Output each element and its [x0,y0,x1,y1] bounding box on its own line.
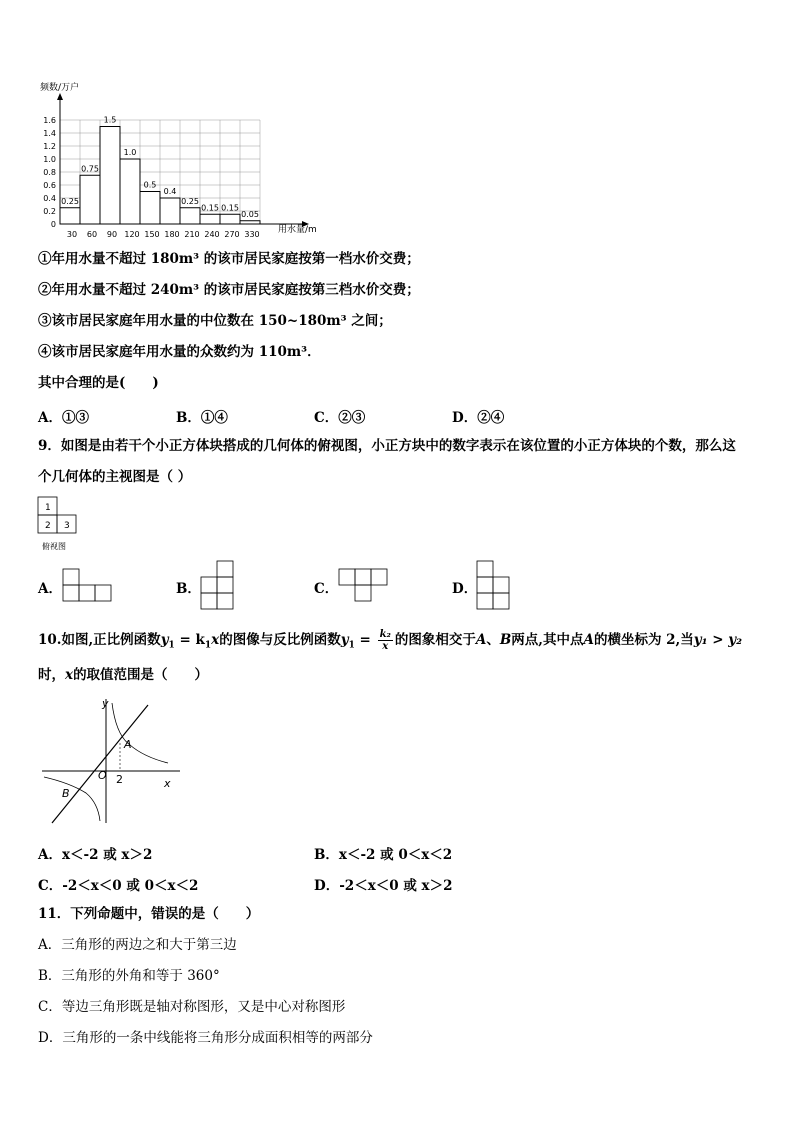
histogram-bar [100,127,120,225]
y-tick-label: 1.4 [43,129,56,138]
y-tick-label: 1.2 [43,142,56,151]
histogram-bar [160,198,180,224]
water-usage-histogram [30,78,320,243]
histogram-bar [120,159,140,224]
q11-option-b[interactable]: B．三角形的外角和等于 360° [38,968,220,984]
y-tick-label: 1.6 [43,116,56,125]
top-view-figure [36,496,81,536]
bar-value-label: 0.25 [181,196,199,206]
q10-y1: y [160,632,169,648]
histogram-bar [180,208,200,224]
q9-option-a[interactable]: A． [38,581,62,597]
y-tick-label: 0.4 [43,194,56,203]
bar-value-label: 1.0 [123,148,137,157]
q9-option-d-figure[interactable] [476,560,512,610]
y-tick-label: 0.8 [43,168,56,177]
q10-option-a[interactable]: A．x＜-2 或 x＞2 [38,847,153,863]
y-tick-label: 1.0 [43,155,56,164]
x-tick-label: 60 [86,230,98,239]
q11-option-d[interactable]: D．三角形的一条中线能将三角形分成面积相等的两部分 [38,1030,373,1046]
y-axis-label: 频数/万户 [40,83,80,93]
q10-text-6: 时， [38,667,65,683]
q8-option-b[interactable]: B．①④ [176,410,228,426]
q10-point-a2: A [583,632,594,648]
q10-text-4: 两点,其中点 [511,632,584,648]
statement-3: ③该市居民家庭年用水量的中位数在 150~180m³ 之间； [38,313,392,329]
graph-tick-2: 2 [116,773,123,786]
x-tick-label: 330 [244,230,260,239]
bar-value-label: 0.25 [61,196,79,206]
q10-frac-den: x [382,641,389,652]
bar-value-label: 0.15 [221,203,239,213]
top-view-cell-3: 3 [64,521,70,531]
q10-stem-line2 [38,666,208,684]
top-view-cell-2: 2 [45,521,51,531]
q9-option-b-figure[interactable] [200,560,236,610]
q10-point-a: A [475,632,487,648]
graph-origin-label: O [98,769,107,782]
bar-value-label: 0.05 [241,209,259,219]
q8-option-d[interactable]: D．②④ [452,410,505,426]
q9-stem-line1: 9．如图是由若干个小正方体块搭成的几何体的俯视图，小正方块中的数字表示在该位置的小正方体块的个数，那么这 [38,438,736,454]
y-tick-label: 0.6 [43,181,56,190]
histogram-bar [220,214,240,224]
x-tick-label: 90 [106,230,118,239]
bar-value-label: 1.5 [103,115,117,125]
q10-frac-num: k₂ [379,629,391,640]
q10-xv: x [65,667,74,683]
q10-option-d[interactable]: D．-2＜x＜0 或 x＞2 [314,878,453,894]
bar-value-label: 0.15 [201,203,219,213]
q10-fraction [378,629,393,652]
q8-option-c[interactable]: C．②③ [314,410,366,426]
top-view-cell-1: 1 [45,503,51,513]
q10-stem-line1: 10.如图,正比例函数$y_1 = k_1x$的图像与反比例函数$y_1$ = $\frac{\text{k₂}}{x}$ 的图象相交于A、B两点,其中点A的横坐标为 2,当y₁ > y₂ [38,629,742,652]
q9-option-c-figure[interactable] [338,568,388,603]
q9-option-a-figure[interactable] [62,568,112,603]
x-tick-label: 150 [144,230,160,239]
x-tick-label: 210 [184,230,200,239]
q11-stem: 11．下列命题中，错误的是（ ） [38,906,260,922]
bar-value-label: 0.5 [143,180,157,190]
statement-1: ①年用水量不超过 180m³ 的该市居民家庭按第一档水价交费； [38,251,420,267]
q10-sep: 、 [486,632,500,648]
x-tick-label: 270 [224,230,240,239]
bar-value-label: 0.75 [81,164,99,174]
q9-option-b[interactable]: B． [176,581,201,597]
statement-2: ②年用水量不超过 240m³ 的该市居民家庭按第三档水价交费； [38,282,420,298]
q9-option-d[interactable]: D． [452,581,478,597]
q10-x1: x [211,632,220,648]
top-view-caption: 俯视图 [42,542,66,551]
x-tick-label: 180 [164,230,180,239]
q11-option-c[interactable]: C．等边三角形既是轴对称图形，又是中心对称图形 [38,999,346,1015]
q10-text-1: 10.如图,正比例函数 [38,632,161,648]
x-tick-label: 240 [204,230,220,239]
statement-4: ④该市居民家庭年用水量的众数约为 110m³． [38,344,321,360]
q10-text-2: 的图像与反比例函数 [219,632,341,648]
graph-point-b: B [62,787,70,800]
q10-condition: y₁ > y₂ [693,632,742,648]
q10-eq2: = [354,632,376,648]
x-axis-label: 用水量/m [278,225,317,235]
q10-point-b: B [499,632,512,648]
x-tick-label: 30 [66,230,78,239]
q10-text-7: 的取值范围是（ ） [73,667,209,683]
q10-eq1: = k [174,632,205,648]
q8-option-a[interactable]: A．①③ [38,410,89,426]
q9-option-c[interactable]: C． [314,581,339,597]
y-tick-label: 0.2 [43,207,56,216]
histogram-bar [60,208,80,224]
histogram-bar [80,175,100,224]
graph-y-label: y [102,697,109,710]
q9-stem-line2: 个几何体的主视图是（ ） [38,469,192,485]
x-tick-label: 120 [124,230,140,239]
y-axis-arrow [57,93,63,100]
histogram-bar [200,214,220,224]
q10-option-b[interactable]: B．x＜-2 或 0＜x＜2 [314,847,453,863]
q10-option-c[interactable]: C．-2＜x＜0 或 0＜x＜2 [38,878,199,894]
y-tick-label: 0 [50,220,56,229]
q11-option-a[interactable]: A．三角形的两边之和大于第三边 [38,937,237,953]
q10-y2: y [340,632,349,648]
bar-value-label: 0.4 [163,187,177,196]
q10-text-3: 的图象相交于 [394,632,476,648]
graph-point-a: A [124,738,132,751]
q8-prompt: 其中合理的是( ) [38,375,159,391]
function-graph [40,695,185,825]
graph-x-label: x [164,777,171,790]
q10-text-5: 的横坐标为 2,当 [593,632,694,648]
histogram-bar [140,192,160,225]
